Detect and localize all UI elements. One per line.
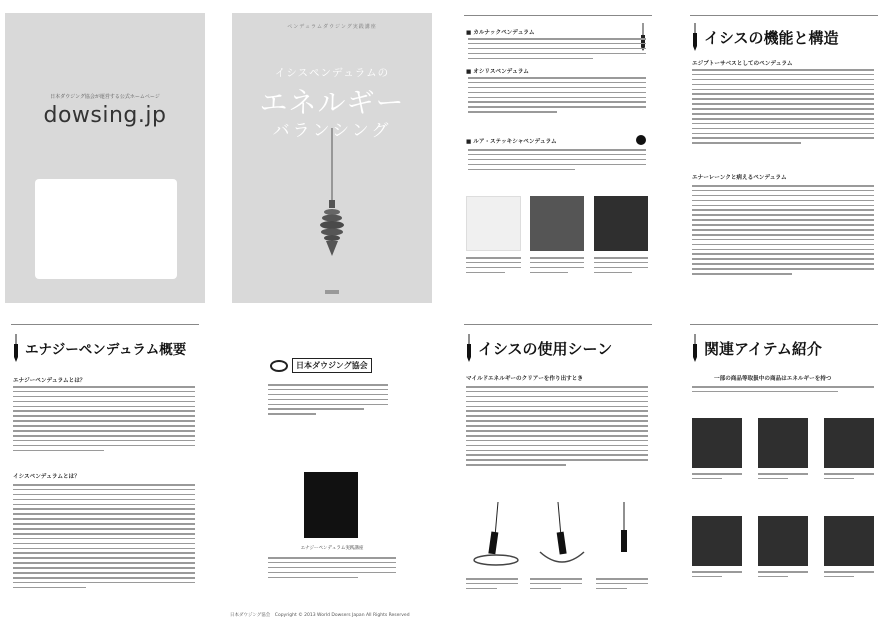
divider	[690, 324, 878, 325]
cover-tagline: 日本ダウジング協会が運営する公式ホームページ	[50, 94, 160, 100]
association-name: 日本ダウジング協会	[292, 358, 372, 373]
divider	[690, 15, 878, 16]
page-title: イシスの使用シーン	[478, 339, 613, 358]
cover-brand: dowsing.jp	[43, 103, 167, 128]
page-usage	[458, 322, 658, 612]
caption	[466, 257, 521, 277]
page-colophon	[232, 322, 432, 612]
section-subtitle: イシスペンデュラムとは？	[13, 474, 80, 480]
usage-illustrations	[466, 500, 650, 572]
page-header	[11, 334, 186, 362]
pendulum-icon	[636, 135, 646, 145]
caption	[692, 473, 742, 483]
caption	[824, 473, 874, 483]
product-photo	[824, 418, 874, 468]
pendulum-icon	[310, 128, 354, 258]
divider	[11, 324, 199, 325]
caption	[596, 578, 648, 593]
section-subtitle: マイルドエネルギーのクリアーを作り出すとき	[466, 376, 583, 382]
page-title: エナジーペンデュラム概要	[25, 342, 187, 358]
page-header	[690, 334, 822, 362]
page-title: イシスの機能と構造	[704, 28, 839, 47]
product-photo	[824, 516, 874, 566]
body-text	[468, 77, 646, 116]
body-text	[692, 386, 874, 396]
caption	[758, 571, 808, 581]
page-header	[464, 334, 612, 362]
caption	[758, 473, 808, 483]
photo	[466, 196, 521, 251]
caption	[824, 571, 874, 581]
caption	[692, 571, 742, 581]
section-heading: ■ ルア・ステッキシャペンデュラム	[466, 139, 557, 145]
photo	[594, 196, 648, 251]
body-text	[692, 69, 874, 147]
pendulum-icon	[474, 502, 518, 565]
divider	[464, 15, 652, 16]
title-cover-subtitle: イシスペンデュラムの	[274, 67, 390, 79]
title-cover-title-line2: バランシング	[272, 121, 392, 141]
body-text	[13, 386, 195, 454]
book-cover-photo	[304, 472, 358, 538]
product-photo	[758, 516, 808, 566]
pendulum-icon	[11, 334, 21, 362]
title-cover-top-text: ペンデュラムダウジング実践講座	[287, 24, 377, 30]
copyright-footer: 日本ダウジング協会 Copyright © 2013 World Dowsers Japan All Rights Reserved	[230, 613, 410, 618]
page-pendulum-types	[458, 13, 658, 303]
cover-page	[5, 13, 205, 303]
colophon-details	[268, 384, 388, 418]
pendulum-icon	[464, 334, 474, 362]
body-text	[13, 484, 195, 592]
pendulum-icon	[690, 334, 700, 362]
section-heading: ■ カルナックペンデュラム	[466, 30, 535, 36]
pendulum-icon	[690, 23, 700, 51]
page-isis-features	[684, 13, 884, 303]
photo	[530, 196, 584, 251]
caption	[594, 257, 648, 277]
logo-mark-icon	[270, 360, 288, 372]
title-cover-page	[232, 13, 432, 303]
section-subtitle: エジプトーサベスとしてのペンデュラム	[692, 61, 793, 67]
page-related-items	[684, 322, 884, 612]
section-heading: ■ オシリスペンデュラム	[466, 69, 529, 75]
body-text	[466, 386, 648, 469]
caption	[530, 578, 582, 593]
pendulum-icon	[621, 502, 627, 552]
section-subtitle: エナーレーンクと病えるペンデュラム	[692, 175, 787, 181]
caption	[466, 578, 518, 593]
body-text	[468, 38, 646, 62]
body-text	[692, 185, 874, 278]
page-overview	[5, 322, 205, 612]
title-cover-title-line1: エネルギー	[259, 86, 405, 119]
section-subtitle: エナジーペンデュラムとは？	[13, 378, 86, 384]
book-caption: エナジーペンデュラム実践講座	[300, 546, 364, 551]
section-subtitle: 一部の商品等取扱中の商品はエネルギーを持つ	[714, 376, 832, 382]
page-header	[690, 23, 839, 51]
association-logo	[270, 358, 372, 373]
divider	[464, 324, 652, 325]
publisher-mark	[325, 290, 339, 294]
product-photo	[692, 516, 742, 566]
pendulum-icon	[540, 502, 584, 562]
product-photo	[758, 418, 808, 468]
caption	[530, 257, 584, 277]
cover-label-area	[35, 179, 177, 279]
product-photo	[692, 418, 742, 468]
page-title: 関連アイテム紹介	[704, 339, 822, 358]
body-text	[468, 149, 646, 173]
book-description	[268, 557, 396, 581]
